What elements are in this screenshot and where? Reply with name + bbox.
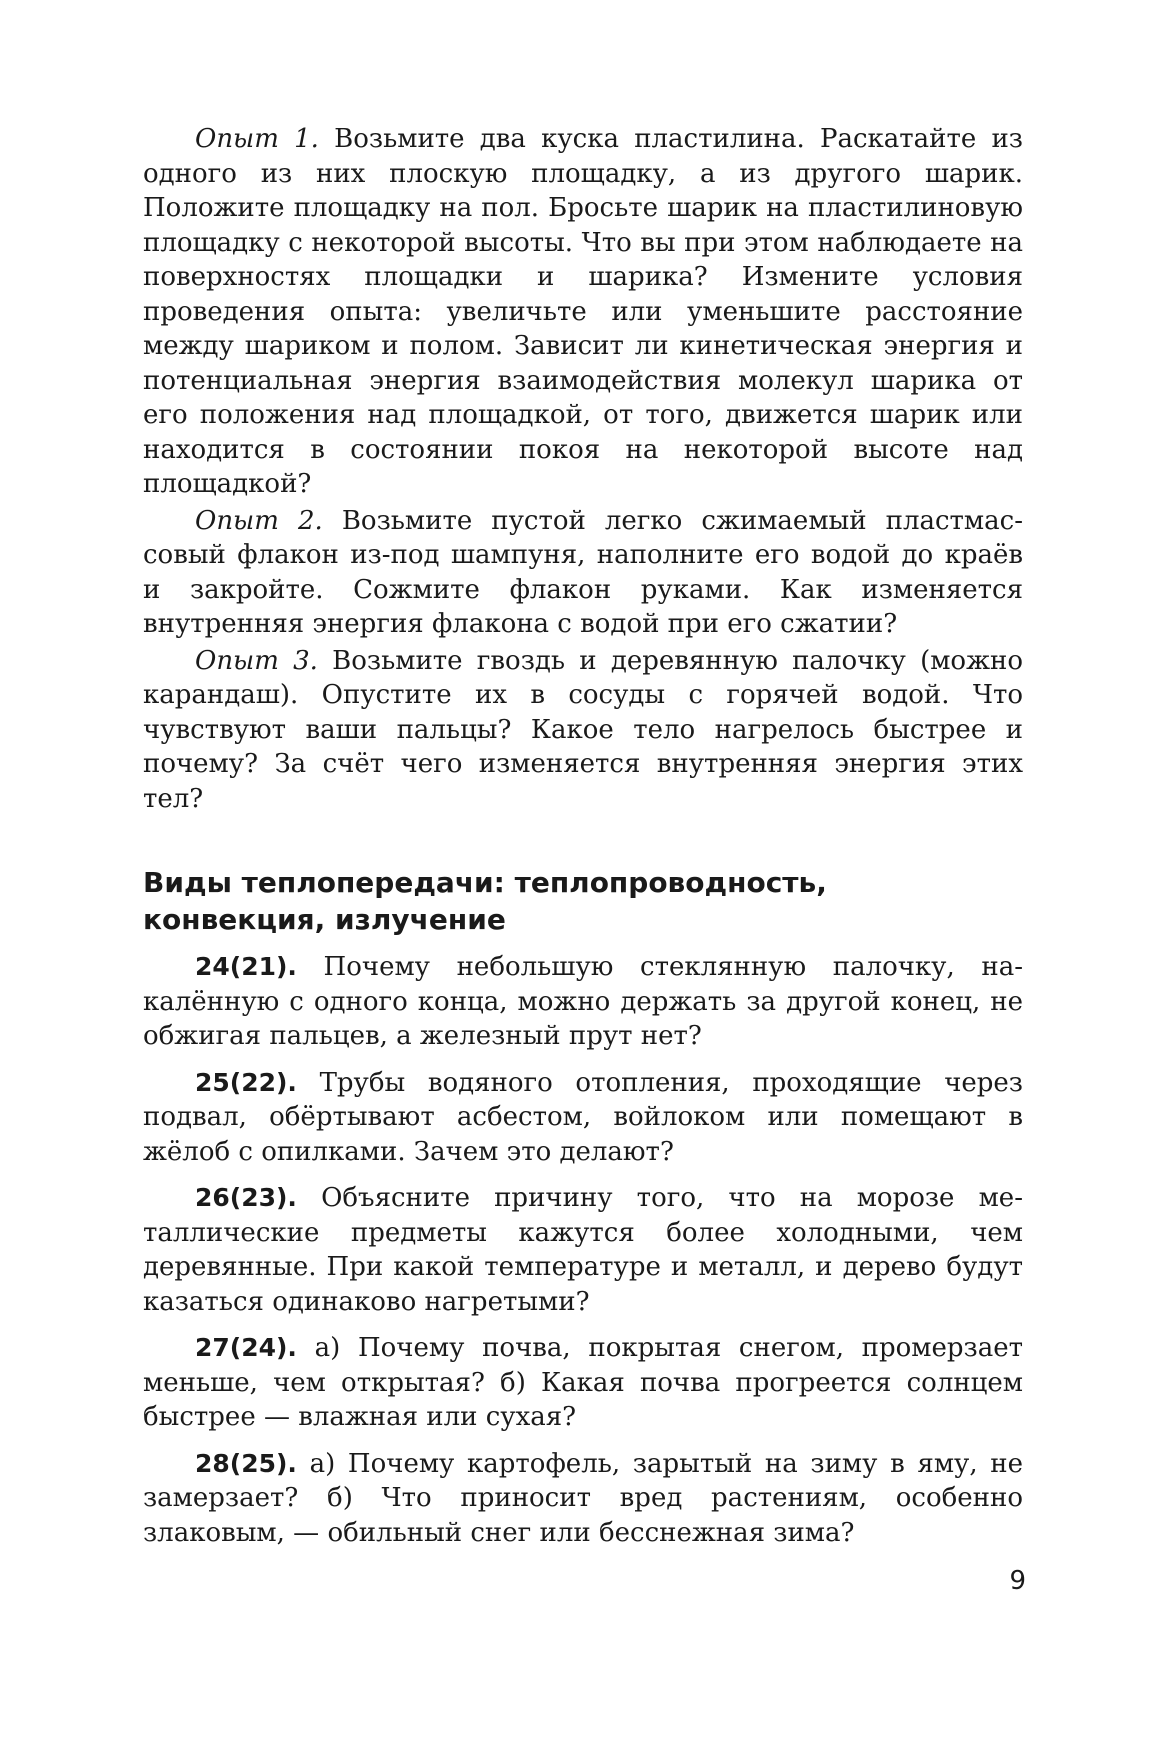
experiment-1-label: Опыт 1. <box>195 124 319 154</box>
experiment-2-label: Опыт 2. <box>195 505 323 536</box>
task-27 <box>143 1331 1023 1435</box>
task-25 <box>143 1066 1023 1170</box>
task-27-number: 27(24). <box>195 1333 297 1362</box>
section-heading <box>143 864 1023 938</box>
task-27-text: а) Почему почва, покрытая снегом, промерзает меньше, чем открытая? б) Какая почва прогреется солнцем быстрее — влажная или сухая? <box>143 1333 1023 1432</box>
task-26-text: Объясните причину того, что на морозе металлические предметы кажутся более холодными, чем деревянные. При какой температуре и металл, и дерево будут казаться одинаково нагретыми? <box>143 1183 1023 1317</box>
task-24 <box>143 950 1023 1054</box>
experiment-3 <box>143 644 1023 817</box>
experiment-2 <box>143 504 1023 642</box>
task-28 <box>143 1447 1023 1551</box>
experiment-2-text: Возьмите пустой легко сжимаемый пластмассовый флакон из-под шампуня, наполните его водой до краёв и закройте. Сожмите флакон руками. Как изменяется внутренняя энергия флакона с водой при его сжатии? <box>143 505 1023 639</box>
task-28-number: 28(25). <box>195 1448 297 1478</box>
task-28-text: а) Почему картофель, зарытый на зиму в яму, не замерзает? б) Что приносит вред растениям, особенно злаковым, — обильный снег или бесснежная зима? <box>143 1448 1023 1548</box>
task-24-number: 24(21). <box>195 952 297 981</box>
experiment-3-text: Возьмите гвоздь и деревянную палочку (можно карандаш). Опустите их в сосуды с горячей водой. Что чувствуют ваши пальцы? Какое тело нагрелось быстрее и почему? За счёт чего изменяется внутренняя энергия этих тел? <box>143 645 1023 814</box>
experiment-1 <box>143 122 1023 502</box>
task-26-number: 26(23). <box>195 1183 297 1212</box>
page-number: 9 <box>1009 1566 1026 1596</box>
section-heading-line-1: Виды теплопередачи: теплопроводность, <box>143 866 827 899</box>
task-25-number: 25(22). <box>195 1067 297 1097</box>
task-24-text: Почему небольшую стеклянную палочку, накалённую с одного конца, можно держать за другой конец, не обжигая пальцев, а железный прут нет? <box>143 952 1023 1051</box>
section-heading-line-2: конвекция, излучение <box>143 903 506 936</box>
task-25-text: Трубы водяного отопления, проходящие через подвал, обёртывают асбестом, войлоком или помещают в жёлоб с опилками. Зачем это делают? <box>143 1067 1023 1167</box>
page-content <box>143 122 1023 1562</box>
experiment-1-text: Возьмите два куска пластилина. Раскатайте из одного из них плоскую площадку, а из другого шарик. Положите площадку на пол. Бросьте шарик на пластилиновую площадку с некоторой высоты. Что вы при этом наблюдаете на поверхностях площадки и шарика? Измените условия проведения опыта: увеличьте или уменьшите расстояние между шариком и полом. Зависит ли кинетическая энергия и потенциальная энергия взаимодействия молекул шарика от его положения над площадкой, от того, движется шарик или находится в состоянии покоя на некоторой высоте над площадкой? <box>143 124 1023 499</box>
experiment-3-label: Опыт 3. <box>195 645 318 676</box>
task-26 <box>143 1181 1023 1319</box>
